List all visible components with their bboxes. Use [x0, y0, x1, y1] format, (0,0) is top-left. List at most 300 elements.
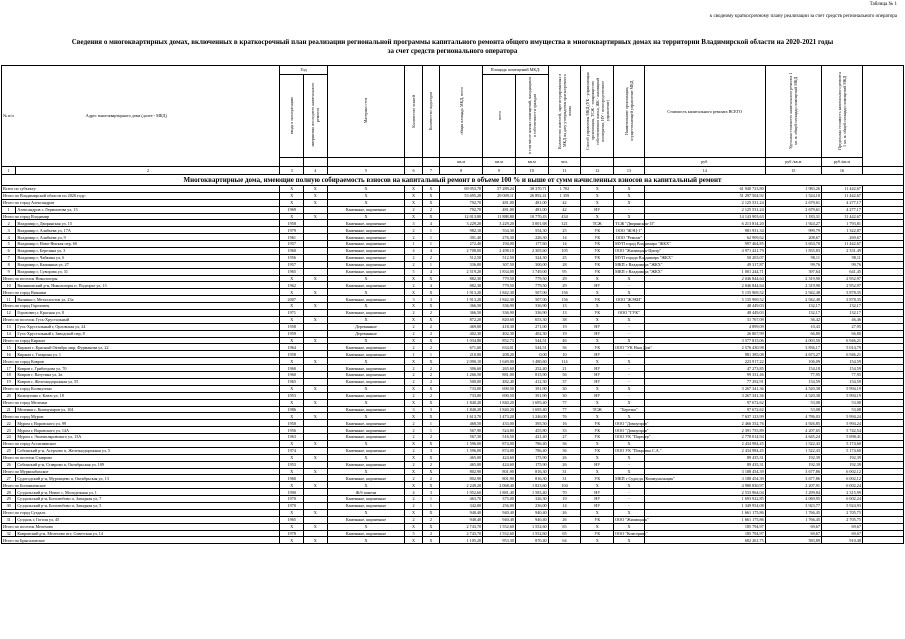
table-cell: 324,30: [515, 254, 548, 261]
table-cell: X: [422, 316, 439, 323]
table-cell: Каменные, кирпичные: [327, 392, 405, 399]
table-cell: 14: [2, 330, 16, 337]
table-cell: X: [327, 303, 405, 310]
table-cell: X: [614, 192, 645, 199]
total-label: Итого по город Александров: [2, 199, 280, 206]
table-cell: 1 881,40: [483, 489, 516, 496]
table-cell: [304, 206, 328, 213]
table-cell: 2: [422, 392, 439, 399]
table-cell: 25: [548, 227, 581, 234]
column-number: 4: [304, 167, 328, 175]
table-cell: УК: [581, 261, 614, 268]
table-cell: 2 125 531,24: [644, 199, 765, 206]
table-cell: X: [422, 468, 439, 475]
table-cell: 57 289,24: [483, 186, 516, 193]
table-cell: 19: [548, 330, 581, 337]
table-cell: 36,42: [765, 316, 821, 323]
total-label: Итого по Владимирской области по 2020 году:: [2, 192, 280, 199]
table-cell: X: [581, 358, 614, 365]
table-cell: 1 952,60: [440, 489, 483, 496]
table-cell: 2: [422, 344, 439, 351]
table-cell: 1 842,30: [483, 289, 516, 296]
table-cell: 792,70: [440, 199, 483, 206]
table-cell: 2: [405, 310, 422, 317]
table-cell: МКП г Владимира "ЖКХ": [615, 262, 663, 268]
table-cell: X: [581, 337, 614, 344]
table-cell: Деревянные: [327, 323, 405, 330]
table-cell: 940,40: [515, 516, 548, 523]
table-cell: 29: [548, 282, 581, 289]
table-row: [2, 475, 904, 482]
table-cell: X: [327, 213, 405, 220]
total-label: Всего по субъекту:: [2, 186, 280, 193]
address-cell: Суздаль г, Гоголя ул, 45: [16, 516, 280, 523]
table-cell: -: [614, 351, 645, 358]
table-cell: 2: [405, 234, 422, 241]
table-cell: X: [280, 186, 304, 193]
table-cell: 391,90: [515, 385, 548, 392]
table-cell: 1970: [280, 496, 304, 503]
table-cell: 2: [422, 516, 439, 523]
table-cell: 97 672,62: [644, 399, 765, 406]
table-cell: 3 878,35: [821, 296, 862, 303]
table-cell: X: [304, 316, 328, 323]
table-cell: 2: [422, 378, 439, 385]
table-cell: 1 596,00: [440, 440, 483, 447]
table-cell: 1: [422, 427, 439, 434]
table-cell: 154,59: [821, 365, 862, 372]
table-cell: 53,08: [821, 406, 862, 413]
table-cell: 2: [422, 310, 439, 317]
table-cell: [304, 516, 328, 523]
table-cell: 6 946,21: [821, 337, 862, 344]
table-cell: НУ: [581, 323, 614, 330]
table-cell: 6 002,12: [821, 475, 862, 482]
table-cell: 402,30: [483, 330, 516, 337]
table-cell: X: [581, 454, 614, 461]
table-cell: 2 046 844,64: [644, 275, 765, 282]
table-cell: 2: [405, 496, 422, 503]
table-cell: 940,40: [515, 509, 548, 516]
table-cell: УК: [581, 516, 614, 523]
table-cell: 2 319,90: [765, 275, 821, 282]
table-cell: 3 188 454,39: [644, 475, 765, 482]
table-cell: 3 267 341,36: [644, 392, 765, 399]
table-cell: 99,76: [765, 261, 821, 268]
table-cell: 1950: [280, 420, 304, 427]
table-cell: X: [581, 186, 614, 193]
table-cell: 31: [548, 468, 581, 475]
table-cell: 1 842,30: [483, 296, 516, 303]
header-org: Наименование организации, осуществляющей управление МКД: [614, 66, 645, 158]
header-num: № п/п: [3, 113, 14, 119]
table-row: [2, 447, 904, 454]
table-cell: 634,01: [483, 344, 516, 351]
table-cell: 690,50: [483, 385, 516, 392]
table-cell: 940,40: [440, 509, 483, 516]
table-cell: 192,39: [821, 454, 862, 461]
column-number: 7: [422, 167, 439, 175]
table-cell: X: [280, 289, 304, 296]
table-row: [2, 406, 904, 413]
table-cell: 208,20: [483, 351, 516, 358]
table-cell: X: [280, 358, 304, 365]
table-cell: 7 637 123,99: [644, 413, 765, 420]
table-cell: 26: [548, 461, 581, 468]
table-row: [2, 220, 904, 227]
table-cell: 465,00: [440, 461, 483, 468]
table-cell: X: [405, 192, 422, 199]
table-cell: 2007: [280, 296, 304, 303]
table-cell: 13: [548, 303, 581, 310]
total-row: [2, 192, 904, 199]
table-cell: 2: [422, 206, 439, 213]
table-cell: 4 926,85: [765, 420, 821, 427]
table-cell: 53,08: [821, 399, 862, 406]
table-cell: 18: [2, 372, 16, 379]
table-cell: 15: [2, 344, 16, 351]
table-cell: 2 207,91: [765, 482, 821, 489]
table-cell: [304, 372, 328, 379]
table-cell: 26: [2, 461, 16, 468]
table-cell: 271,00: [515, 323, 548, 330]
table-cell: 786,40: [515, 447, 548, 454]
table-cell: 11 442,67: [821, 213, 862, 220]
total-label: Итого по поселок Мелехово: [2, 523, 280, 530]
table-cell: 175,90: [515, 461, 548, 468]
header-blank: [862, 66, 903, 167]
address-cell: Ковров г, Железнодорожная ул, 55: [16, 378, 280, 385]
table-cell: 512,50: [483, 254, 516, 261]
total-label: Итого по город Ковров: [2, 358, 280, 365]
column-number: 6: [405, 167, 422, 175]
table-cell: 1956: [280, 427, 304, 434]
table-cell: 1: [422, 502, 439, 509]
title-line-1: Сведения о многоквартирных домах, включенных в краткосрочный план реализации региональной программы капитального ремонта общего имущества в многоквартирных домах на территории Владимирской области на 2020-2021 годы: [71, 38, 834, 46]
table-cell: 1 596,00: [440, 447, 483, 454]
table-cell: 1970: [280, 502, 304, 509]
address-cell: Ковровский р-н, Мелехово пгт, Советская ул, 14: [16, 530, 280, 537]
table-cell: 31: [548, 475, 581, 482]
table-cell: X: [614, 289, 645, 296]
table-cell: X: [327, 482, 405, 489]
table-cell: 32: [2, 530, 16, 537]
table-cell: 336,00: [440, 261, 483, 268]
table-cell: 554,30: [515, 227, 548, 234]
table-cell: X: [327, 509, 405, 516]
table-cell: 1 913,20: [440, 289, 483, 296]
table-cell: X: [581, 199, 614, 206]
table-cell: ООО "ГУК": [614, 310, 645, 317]
table-cell: 1965: [280, 378, 304, 385]
table-cell: 1 661 175,86: [644, 509, 765, 516]
table-cell: X: [327, 385, 405, 392]
table-cell: 66,80: [765, 330, 821, 337]
table-cell: 31: [2, 516, 16, 523]
table-cell: УК: [581, 254, 614, 261]
header-specific-cost: Удельная стоимость капитального ремонта 1 кв. м. общей площади помещений МКД: [765, 66, 821, 158]
table-cell: [304, 351, 328, 358]
address-cell: Суздальский р-н, Боголюбово п, Западная ул, 7: [16, 496, 280, 503]
total-label: Итого по город Ассигнвисное: [2, 440, 280, 447]
total-row: [2, 385, 904, 392]
table-cell: 89 435,31: [644, 461, 765, 468]
table-cell: 1 749,00: [515, 268, 548, 275]
table-cell: 4 277,17: [821, 206, 862, 213]
table-cell: 1958: [280, 220, 304, 227]
table-cell: [304, 420, 328, 427]
table-cell: 2 319,90: [765, 282, 821, 289]
table-cell: 50 203,07: [644, 254, 765, 261]
table-cell: X: [280, 468, 304, 475]
table-cell: 940,40: [483, 516, 516, 523]
table-cell: X: [614, 413, 645, 420]
total-label: Итого по Брыгаловское: [2, 537, 280, 544]
table-cell: 2: [405, 323, 422, 330]
table-cell: [304, 502, 328, 509]
table-cell: X: [614, 523, 645, 530]
table-cell: X: [614, 186, 645, 193]
table-cell: 19: [548, 496, 581, 503]
table-cell: 482,40: [483, 378, 516, 385]
table-cell: 336,90: [483, 303, 516, 310]
table-cell: 61 940 723,80: [644, 186, 765, 193]
table-cell: НУ: [581, 496, 614, 503]
table-cell: X: [405, 358, 422, 365]
column-number: 14: [644, 167, 765, 175]
table-cell: 10 770,43: [515, 213, 548, 220]
table-row: [2, 489, 904, 496]
table-cell: X: [422, 289, 439, 296]
table-cell: -: [614, 282, 645, 289]
header-wall-material: Материал стен: [327, 66, 405, 158]
table-cell: X: [327, 192, 405, 199]
header-year-last-repair: завершения последнего капитального ремонта: [304, 75, 328, 158]
table-cell: 1 840,20: [483, 406, 516, 413]
table-cell: 1 359: [548, 192, 581, 199]
table-cell: 192,39: [765, 454, 821, 461]
header-premises-total: всего: [483, 75, 516, 158]
table-cell: 2: [405, 516, 422, 523]
table-cell: -: [614, 496, 645, 503]
table-cell: X: [280, 275, 304, 282]
table-cell: [304, 392, 328, 399]
table-cell: X: [405, 413, 422, 420]
table-cell: X: [280, 337, 304, 344]
header-premises-area: Площадь помещений МКД:: [483, 66, 549, 75]
table-cell: ТСЖ: [581, 220, 614, 227]
table-cell: X: [405, 399, 422, 406]
table-cell: X: [422, 399, 439, 406]
table-cell: 981 385,08: [644, 351, 765, 358]
table-cell: 11 442,67: [821, 192, 862, 199]
table-cell: 4 207,65: [765, 427, 821, 434]
table-cell: X: [581, 289, 614, 296]
table-cell: 870,40: [515, 537, 548, 544]
table-cell: 4: [422, 268, 439, 275]
address-cell: Ковров г, Грибоедова ул, 70: [16, 365, 280, 372]
table-cell: ООО "ЖЭЦ-1": [614, 227, 645, 234]
table-cell: 3 836,17: [765, 344, 821, 351]
total-row: [2, 509, 904, 516]
table-cell: X: [581, 192, 614, 199]
table-cell: 1 840,20: [440, 406, 483, 413]
table-cell: X: [581, 316, 614, 323]
table-cell: 22: [2, 420, 16, 427]
table-cell: X: [405, 199, 422, 206]
table-cell: НУ: [581, 372, 614, 379]
table-cell: 154,59: [821, 378, 862, 385]
table-cell: 272,40: [440, 241, 483, 248]
table-cell: 29: [548, 275, 581, 282]
table-cell: 1: [422, 496, 439, 503]
table-cell: 27: [548, 434, 581, 441]
table-cell: 1 266,50: [440, 372, 483, 379]
table-cell: 3 654,70: [765, 241, 821, 248]
table-cell: 455,80: [515, 427, 548, 434]
table-cell: 27: [2, 475, 16, 482]
table-cell: 20: [2, 392, 16, 399]
table-cell: 507,00: [515, 296, 548, 303]
total-row: [2, 454, 904, 461]
table-cell: 1: [405, 241, 422, 248]
table-cell: НУ: [581, 351, 614, 358]
table-cell: 1990: [280, 489, 304, 496]
table-cell: 816,30: [515, 475, 548, 482]
table-cell: 3 677,86: [765, 475, 821, 482]
table-cell: 1: [2, 206, 16, 213]
table-cell: 1 613,70: [440, 413, 483, 420]
table-cell: 2: [405, 378, 422, 385]
table-cell: 434: [548, 213, 581, 220]
table-cell: 226,30: [515, 234, 548, 241]
table-cell: X: [280, 482, 304, 489]
table-cell: 940,40: [440, 516, 483, 523]
header-cost: Стоимость капитального ремонта ВСЕГО: [644, 66, 765, 158]
table-cell: X: [422, 413, 439, 420]
address-cell: Владимир г, Алябьева ул, 9: [16, 234, 280, 241]
table-cell: 2 519,20: [440, 268, 483, 275]
table-cell: 1 322,87: [821, 227, 862, 234]
table-cell: Каменные, кирпичные: [327, 344, 405, 351]
total-row: [2, 275, 904, 282]
table-cell: МКП г Судогда "Коммунальщик": [615, 475, 675, 481]
table-row: [2, 268, 904, 275]
table-cell: 3 577 815,06: [644, 337, 765, 344]
table-cell: 14: [548, 502, 581, 509]
table-cell: 2 305,60: [515, 248, 548, 255]
table-cell: НУ: [581, 392, 614, 399]
table-cell: 2: [405, 392, 422, 399]
table-cell: X: [304, 289, 328, 296]
table-cell: Каменные, кирпичные: [327, 447, 405, 454]
table-cell: 104: [548, 482, 581, 489]
table-cell: X: [304, 454, 328, 461]
table-cell: 1 661 175,86: [644, 516, 765, 523]
table-cell: 733,00: [440, 385, 483, 392]
table-cell: 3 677,86: [765, 468, 821, 475]
table-cell: 46,46: [821, 316, 862, 323]
table-cell: 26 867,99: [644, 330, 765, 337]
table-cell: 1: [422, 234, 439, 241]
table-cell: ООО "Жилищник-Центр": [615, 248, 662, 254]
table-cell: 4: [405, 248, 422, 255]
table-cell: 97 672,62: [644, 406, 765, 413]
table-cell: 395,50: [515, 420, 548, 427]
table-cell: X: [422, 213, 439, 220]
table-cell: 4 277,17: [821, 199, 862, 206]
address-cell: Суздальский р-н, Новое с, Молодежная ул, 1: [16, 489, 280, 496]
table-cell: 30: [548, 392, 581, 399]
header-residents: Количество жителей, зарегистрированных в МКД на дату утверждения краткосрочного плана: [548, 66, 581, 158]
table-cell: 1974: [280, 447, 304, 454]
table-cell: 2: [405, 344, 422, 351]
table-cell: 1986: [280, 406, 304, 413]
table-cell: 953,30: [483, 537, 516, 544]
table-cell: 671,60: [440, 344, 483, 351]
table-cell: 500,00: [440, 378, 483, 385]
table-cell: 1 473,20: [483, 413, 516, 420]
apartment-buildings-table: [1, 65, 904, 544]
table-cell: 29 009,11: [483, 192, 516, 199]
table-cell: 28: [2, 489, 16, 496]
table-cell: Каменные, кирпичные: [327, 427, 405, 434]
table-cell: 1971: [280, 310, 304, 317]
table-cell: X: [422, 440, 439, 447]
table-cell: 874,00: [483, 447, 516, 454]
table-cell: 223 917,22: [644, 358, 765, 365]
table-cell: 2: [405, 365, 422, 372]
table-cell: 2: [405, 475, 422, 482]
table-row: [2, 323, 904, 330]
table-cell: 24: [2, 434, 16, 441]
table-cell: 567,30: [440, 434, 483, 441]
table-cell: X: [304, 303, 328, 310]
table-cell: 1 695,40: [515, 406, 548, 413]
section-heading-row: [2, 175, 904, 186]
table-cell: X: [581, 413, 614, 420]
table-cell: X: [614, 385, 645, 392]
table-cell: 4 069,95: [765, 496, 821, 503]
table-cell: 26 892,41: [515, 192, 548, 199]
table-cell: X: [280, 192, 304, 199]
table-cell: 412,30: [515, 378, 548, 385]
table-cell: 2: [405, 420, 422, 427]
table-cell: 1 034,80: [440, 337, 483, 344]
total-row: [2, 213, 904, 220]
table-cell: X: [422, 186, 439, 193]
table-cell: X: [327, 275, 405, 282]
document-title: [0, 38, 905, 56]
table-cell: 12: [2, 310, 16, 317]
table-cell: Каменные, кирпичные: [327, 248, 405, 255]
table-cell: X: [327, 468, 405, 475]
table-cell: 3: [405, 406, 422, 413]
table-cell: X: [327, 337, 405, 344]
table-cell: X: [581, 509, 614, 516]
table-cell: 1960: [280, 248, 304, 255]
table-cell: 2: [405, 254, 422, 261]
table-cell: Каменные, кирпичные: [327, 310, 405, 317]
table-cell: X: [304, 192, 328, 199]
table-cell: 4 971 421,79: [644, 248, 765, 255]
table-cell: 1 105,20: [440, 537, 483, 544]
table-cell: [304, 378, 328, 385]
table-cell: 4 899,09: [644, 323, 765, 330]
table-cell: 3 229,20: [440, 220, 483, 227]
table-cell: 65: [548, 530, 581, 537]
table-cell: 516,50: [483, 434, 516, 441]
